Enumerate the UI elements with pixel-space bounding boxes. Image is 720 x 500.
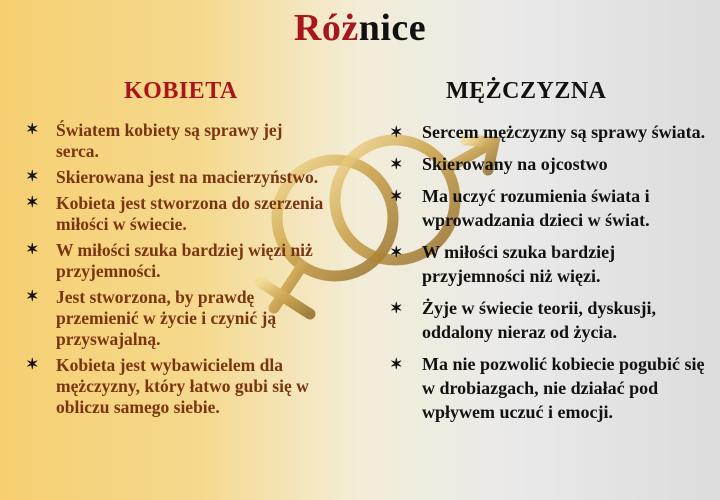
list-item bbox=[26, 120, 326, 162]
star-bullet-icon: ✶ bbox=[26, 122, 39, 138]
list-item bbox=[390, 240, 710, 288]
list-item bbox=[26, 240, 326, 282]
star-bullet-icon: ✶ bbox=[26, 195, 39, 211]
list-item-text: Skierowana jest na macierzyństwo. bbox=[56, 167, 319, 187]
list-item-text: W miłości szuka bardziej przyjemności niż więzi. bbox=[422, 242, 616, 286]
mezczyzna-column bbox=[390, 120, 710, 432]
page-title bbox=[0, 6, 720, 50]
list-item-text: W miłości szuka bardziej więzi niż przyjemności. bbox=[56, 240, 313, 281]
list-item-text: Sercem mężczyzny są sprawy świata. bbox=[422, 122, 706, 142]
list-item bbox=[390, 184, 710, 232]
star-bullet-icon: ✶ bbox=[26, 289, 39, 305]
kobieta-column bbox=[26, 120, 326, 423]
list-item bbox=[26, 355, 326, 418]
mezczyzna-heading: MĘŻCZYZNA bbox=[446, 78, 607, 104]
list-item-text: Kobieta jest stworzona do szerzenia miłości w świecie. bbox=[56, 193, 324, 234]
mezczyzna-list bbox=[390, 120, 710, 424]
kobieta-heading: KOBIETA bbox=[124, 78, 238, 104]
list-item bbox=[26, 287, 326, 350]
page-title-rest: nice bbox=[358, 7, 427, 49]
list-item-text: Ma nie pozwolić kobiecie pogubić się w drobiazgach, nie działać pod wpływem uczuć i emocji. bbox=[422, 354, 705, 422]
list-item-text: Światem kobiety są sprawy jej serca. bbox=[56, 120, 283, 161]
list-item-text: Ma uczyć rozumienia świata i wprowadzania dzieci w świat. bbox=[422, 186, 650, 230]
list-item-text: Skierowany na ojcostwo bbox=[422, 154, 608, 174]
list-item-text: Kobieta jest wybawicielem dla mężczyzny, który łatwo gubi się w obliczu samego siebie. bbox=[56, 355, 309, 417]
list-item bbox=[390, 120, 710, 144]
star-bullet-icon: ✶ bbox=[390, 125, 403, 141]
star-bullet-icon: ✶ bbox=[390, 189, 403, 205]
page-title-accent: Róż bbox=[293, 7, 359, 49]
star-bullet-icon: ✶ bbox=[26, 242, 39, 258]
star-bullet-icon: ✶ bbox=[390, 157, 403, 173]
star-bullet-icon: ✶ bbox=[390, 245, 403, 261]
list-item bbox=[26, 167, 326, 188]
star-bullet-icon: ✶ bbox=[26, 357, 39, 373]
star-bullet-icon: ✶ bbox=[390, 301, 403, 317]
list-item-text: Jest stworzona, by prawdę przemienić w życie i czynić ją przyswajalną. bbox=[56, 287, 277, 349]
list-item bbox=[390, 296, 710, 344]
star-bullet-icon: ✶ bbox=[390, 357, 403, 373]
star-bullet-icon: ✶ bbox=[26, 169, 39, 185]
list-item bbox=[390, 352, 710, 424]
list-item bbox=[26, 193, 326, 235]
list-item-text: Żyje w świecie teorii, dyskusji, oddalony nieraz od życia. bbox=[422, 298, 656, 342]
list-item bbox=[390, 152, 710, 176]
kobieta-list bbox=[26, 120, 326, 418]
